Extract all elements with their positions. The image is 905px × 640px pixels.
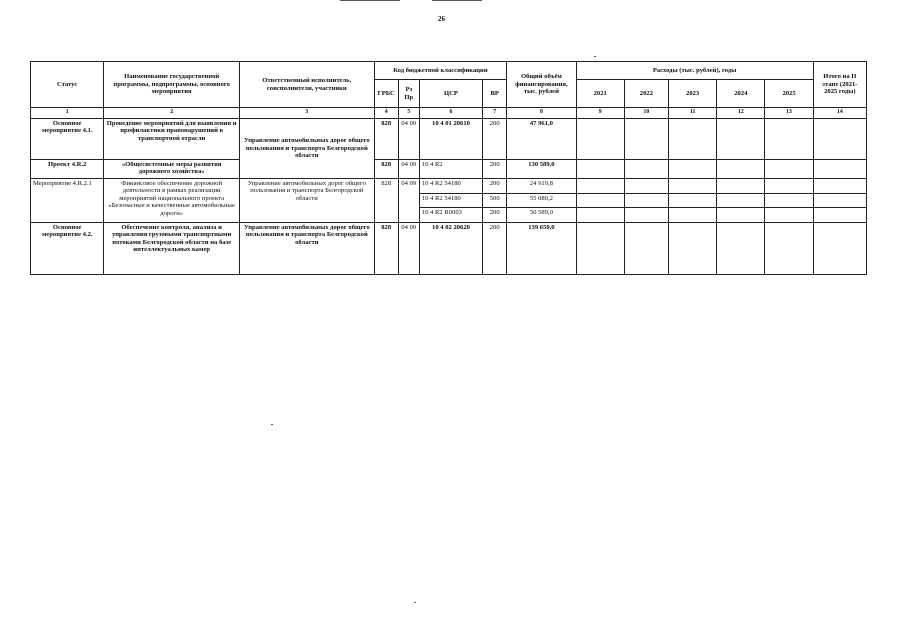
cell-2021 [576,194,624,208]
cell-2023 [669,223,717,275]
col-num: 7 [483,108,507,119]
col-num: 11 [669,108,717,119]
row-status: Основное мероприятие 4.2. [31,223,104,275]
col-num: 9 [576,108,624,119]
cell-2023 [669,119,717,160]
col-num: 1 [31,108,104,119]
row-rzpr: 04 09 [398,119,419,160]
row-csr: 10 4 R2 [419,160,482,179]
header-stage-total: Итого на II этапе (2021-2025 годы) [813,62,866,108]
cell-2024 [717,194,765,208]
cell-2024 [717,208,765,223]
row-vr: 200 [483,119,507,160]
row-total: 130 589,0 [507,160,576,179]
row-csr: 10 4 02 20620 [419,223,482,275]
col-num: 3 [239,108,374,119]
header-budget-code: Код бюджетной классификации [374,62,507,80]
cell-stage-total [813,119,866,160]
row-executor: Управление автомобильных дорог общего пользования и транспорта Белгородской области [239,223,374,275]
cell-stage-total [813,194,866,208]
row-rzpr: 04 09 [398,179,419,223]
cell-2025 [765,194,813,208]
header-program-name: Наименование государственной программы, подпрограммы, основного мероприятия [104,62,240,108]
row-total: 139 650,0 [507,223,576,275]
cell-2021 [576,119,624,160]
scan-speck [271,424,273,425]
col-num: 5 [398,108,419,119]
row-vr: 200 [483,179,507,194]
cell-stage-total [813,160,866,179]
row-status: Мероприятие 4.R.2.1 [31,179,104,223]
col-num: 2 [104,108,240,119]
header-executor: Ответственный исполнитель, соисполнители, участники [239,62,374,108]
header-vr: ВР [483,80,507,108]
header-year-2022: 2022 [624,80,668,108]
col-num: 13 [765,108,813,119]
col-num: 10 [624,108,668,119]
row-status: Проект 4.R.2 [31,160,104,179]
cell-2021 [576,223,624,275]
col-num: 12 [717,108,765,119]
row-grbs: 828 [374,160,398,179]
header-rz-pr: Рз Пр [398,80,419,108]
row-name: Финансовое обеспечение дорожной деятельности в рамках реализации мероприятий национального проекта «Безопасные и качественные автомобильные дороги» [104,179,240,223]
cell-2021 [576,179,624,194]
col-num: 8 [507,108,576,119]
row-total: 47 961,0 [507,119,576,160]
row-rzpr: 04 09 [398,223,419,275]
row-total: 50 589,0 [507,208,576,223]
row-name: Проведение мероприятий для выявления и профилактики правонарушений в транспортной отрасли [104,119,240,160]
row-vr: 200 [483,160,507,179]
row-grbs: 828 [374,223,398,275]
row-csr: 10 4 R2 54180 [419,194,482,208]
cell-2024 [717,160,765,179]
row-grbs: 828 [374,119,398,160]
row-vr: 500 [483,194,507,208]
column-number-row [31,108,867,119]
row-total: 55 080,2 [507,194,576,208]
cell-stage-total [813,223,866,275]
top-scan-line-2 [432,0,482,1]
cell-stage-total [813,179,866,194]
scan-speck [414,602,416,603]
row-vr: 200 [483,208,507,223]
cell-2025 [765,208,813,223]
header-csr: ЦСР [419,80,482,108]
cell-2022 [624,119,668,160]
col-num: 6 [419,108,482,119]
row-name: «Общесистемные меры развития дорожного хозяйства» [104,160,240,179]
cell-2023 [669,160,717,179]
header-row-1 [31,62,867,80]
cell-2021 [576,160,624,179]
header-year-2023: 2023 [669,80,717,108]
cell-2022 [624,223,668,275]
col-num: 14 [813,108,866,119]
header-year-2025: 2025 [765,80,813,108]
cell-2025 [765,179,813,194]
cell-2024 [717,179,765,194]
row-total: 24 919,8 [507,179,576,194]
cell-2025 [765,223,813,275]
page-number: 26 [438,15,445,23]
cell-2024 [717,119,765,160]
cell-2021 [576,208,624,223]
row-grbs: 828 [374,179,398,223]
header-year-2021: 2021 [576,80,624,108]
header-grbs: ГРБС [374,80,398,108]
top-scan-line-1 [340,0,400,1]
row-vr: 200 [483,223,507,275]
header-expenses: Расходы (тыс. рублей), годы [576,62,813,80]
table-row [31,179,867,194]
row-rzpr: 04 09 [398,160,419,179]
cell-2022 [624,208,668,223]
row-csr: 10 4 R2 54180 [419,179,482,194]
header-status: Статус [31,62,104,108]
cell-2024 [717,223,765,275]
cell-2022 [624,194,668,208]
header-total-volume: Общий объём финансирования, тыс. рублей [507,62,576,108]
row-status: Основное мероприятие 4.1. [31,119,104,160]
cell-2022 [624,179,668,194]
row-csr: 10 4 01 20610 [419,119,482,160]
table-row [31,223,867,275]
row-executor: Управление автомобильных дорог общего пользования и транспорта Белгородской области [239,179,374,223]
row-csr: 10 4 R2 R0003 [419,208,482,223]
budget-table [30,61,867,275]
row-name: Обеспечение контроля, анализа и управления грузовыми транспортными потоками Белгородской области на базе интеллектуальных камер [104,223,240,275]
table-row [31,119,867,160]
cell-2025 [765,160,813,179]
cell-2025 [765,119,813,160]
cell-stage-total [813,208,866,223]
row-executor: Управление автомобильных дорог общего пользования и транспорта Белгородской области [239,119,374,179]
col-num: 4 [374,108,398,119]
cell-2023 [669,208,717,223]
header-year-2024: 2024 [717,80,765,108]
table-row [31,160,867,179]
cell-2022 [624,160,668,179]
cell-2023 [669,179,717,194]
cell-2023 [669,194,717,208]
scan-speck [594,56,596,57]
